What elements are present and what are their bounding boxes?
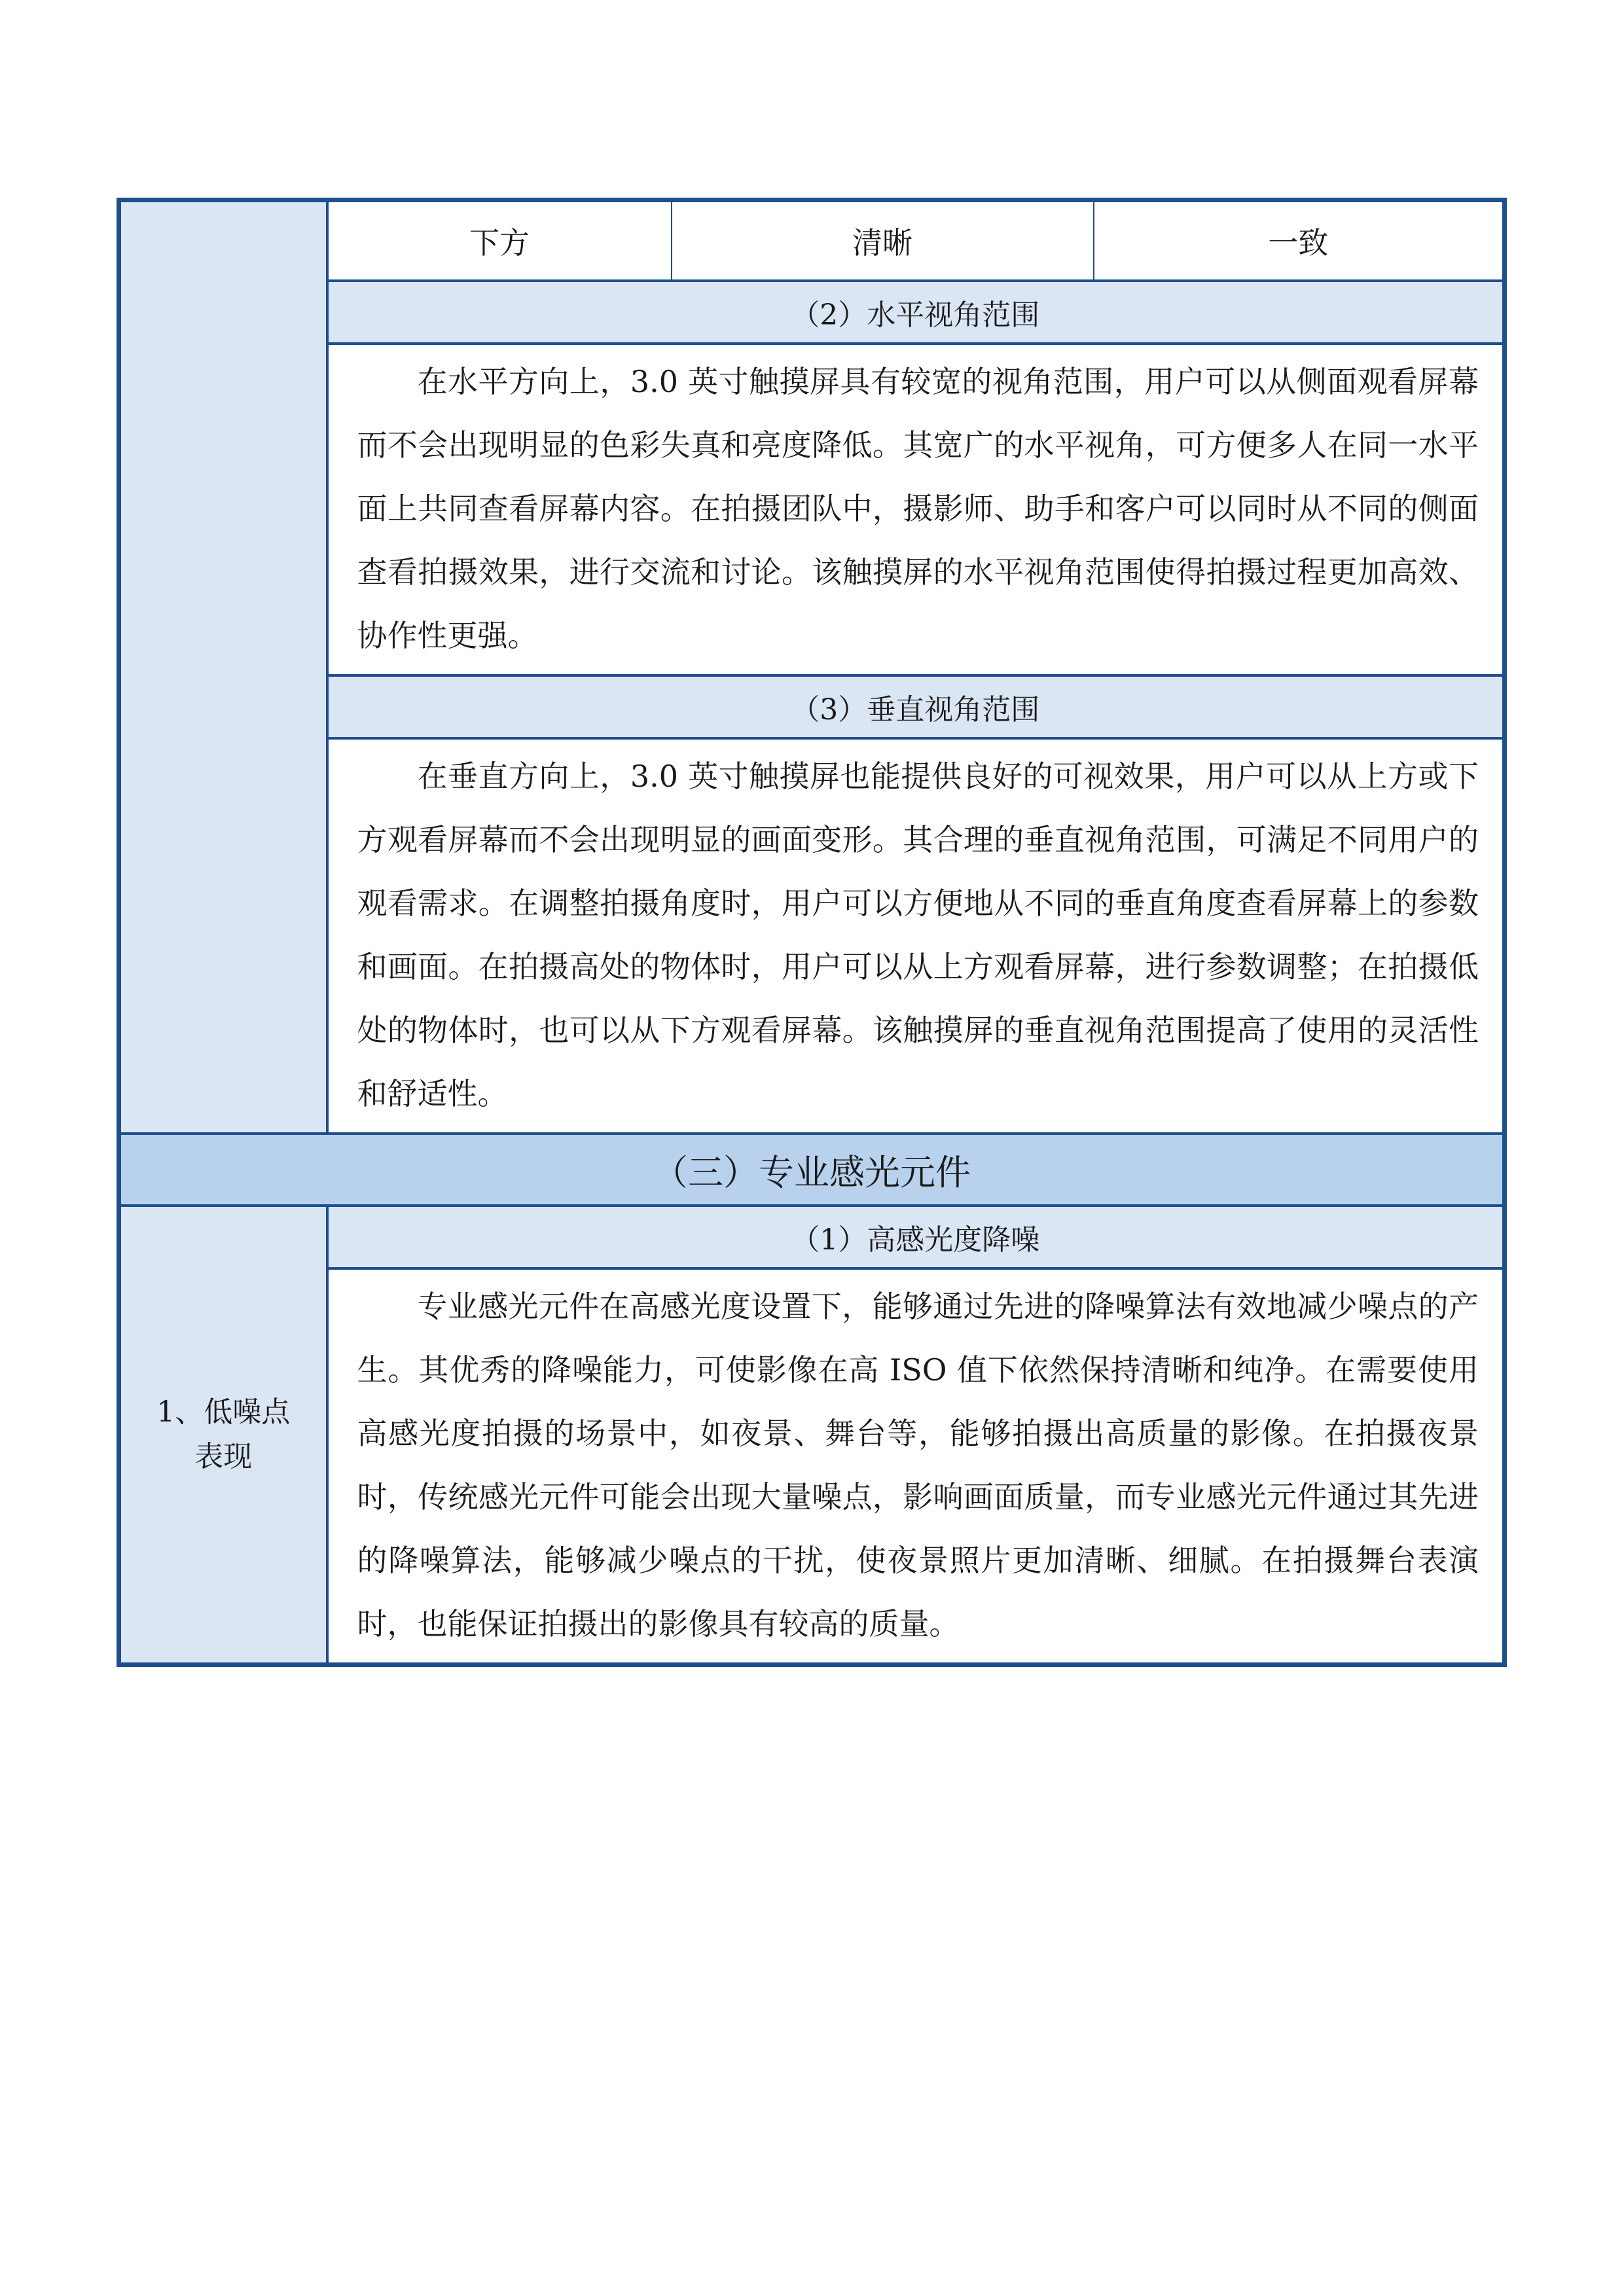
subsection-text-noise: 专业感光元件在高感光度设置下，能够通过先进的降噪算法有效地减少噪点的产生。其优秀的降噪能力，可使影像在高 ISO 值下依然保持清晰和纯净。在需要使用高感光度拍摄的场景中，如夜景、舞台等，能够拍摄出高质量的影像。在拍摄夜景时，传统感光元件可能会出现大量噪点，影响画面质量，而专业感光元件通过其先进的降噪算法，能够减少噪点的干扰，使夜景照片更加清晰、细腻。在拍摄舞台表演时，也能保证拍摄出的影像具有较高的质量。 [327, 1268, 1505, 1665]
subsection-heading-vertical: （3）垂直视角范围 [327, 675, 1505, 738]
top-row-cell [327, 200, 1505, 281]
subsection-heading-noise: （1）高感光度降噪 [327, 1206, 1505, 1268]
table-row [119, 344, 1505, 675]
table-row [119, 738, 1505, 1134]
table-row [119, 1206, 1505, 1268]
table-row [119, 675, 1505, 738]
top-row-subtable [329, 202, 1503, 279]
subsection-heading-horizontal: （2）水平视角范围 [327, 281, 1505, 344]
section-heading: （三）专业感光元件 [119, 1134, 1505, 1206]
top-row-cell-1: 下方 [329, 202, 672, 279]
subsection-text-vertical: 在垂直方向上，3.0 英寸触摸屏也能提供良好的可视效果，用户可以从上方或下方观看屏幕而不会出现明显的画面变形。其合理的垂直视角范围，可满足不同用户的观看需求。在调整拍摄角度时，用户可以方便地从不同的垂直角度查看屏幕上的参数和画面。在拍摄高处的物体时，用户可以从上方观看屏幕，进行参数调整；在拍摄低处的物体时，也可以从下方观看屏幕。该触摸屏的垂直视角范围提高了使用的灵活性和舒适性。 [327, 738, 1505, 1134]
table-row [119, 1134, 1505, 1206]
subsection-text-horizontal: 在水平方向上，3.0 英寸触摸屏具有较宽的视角范围，用户可以从侧面观看屏幕而不会出现明显的色彩失真和亮度降低。其宽广的水平视角，可方便多人在同一水平面上共同查看屏幕内容。在拍摄团队中，摄影师、助手和客户可以同时从不同的侧面查看拍摄效果，进行交流和讨论。该触摸屏的水平视角范围使得拍摄过程更加高效、协作性更强。 [327, 344, 1505, 675]
left-label-cell-blank [119, 200, 327, 1134]
table-row [329, 202, 1503, 279]
top-row-cell-2: 清晰 [672, 202, 1094, 279]
spec-table [117, 198, 1507, 1667]
left-label-line-2: 表现 [194, 1440, 253, 1473]
table-row [119, 1268, 1505, 1665]
left-label-line-1: 1、低噪点 [156, 1395, 291, 1429]
left-label-cell [119, 1206, 327, 1665]
left-label [121, 1390, 326, 1479]
table-row [119, 200, 1505, 281]
table-row [119, 281, 1505, 344]
top-row-cell-3: 一致 [1268, 225, 1329, 260]
